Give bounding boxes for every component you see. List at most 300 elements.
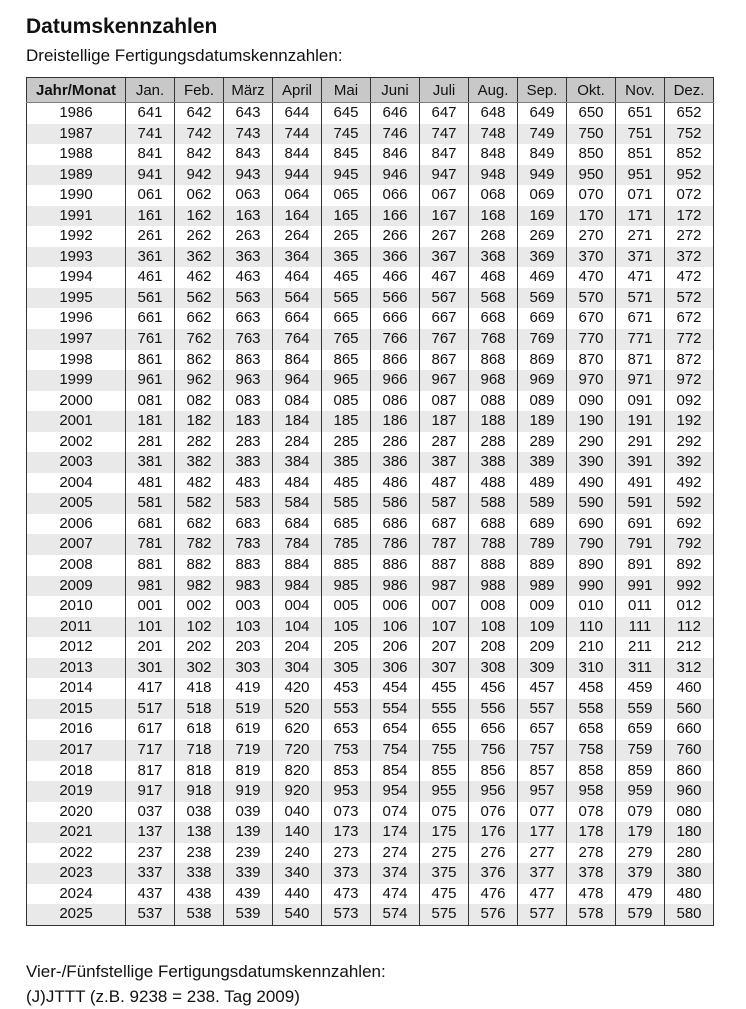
code-cell: 972 [665,370,714,391]
code-cell: 265 [322,226,371,247]
year-cell: 2023 [27,863,126,884]
table-row [27,370,714,391]
code-cell: 338 [175,863,224,884]
code-cell: 984 [273,576,322,597]
code-cell: 846 [371,144,420,165]
code-cell: 072 [665,185,714,206]
code-cell: 590 [567,493,616,514]
code-cell: 337 [126,863,175,884]
code-cell: 211 [616,637,665,658]
code-cell: 742 [175,124,224,145]
code-cell: 163 [224,206,273,227]
code-cell: 104 [273,617,322,638]
code-cell: 770 [567,329,616,350]
code-cell: 488 [469,473,518,494]
code-cell: 850 [567,144,616,165]
code-cell: 661 [126,308,175,329]
code-cell: 290 [567,432,616,453]
code-cell: 367 [420,247,469,268]
code-cell: 162 [175,206,224,227]
year-cell: 1998 [27,350,126,371]
code-cell: 886 [371,555,420,576]
code-cell: 454 [371,678,420,699]
code-cell: 858 [567,761,616,782]
code-cell: 654 [371,719,420,740]
code-cell: 842 [175,144,224,165]
code-cell: 564 [273,288,322,309]
code-cell: 040 [273,802,322,823]
code-cell: 167 [420,206,469,227]
code-cell: 962 [175,370,224,391]
code-cell: 301 [126,658,175,679]
code-cell: 078 [567,802,616,823]
code-cell: 557 [518,699,567,720]
code-cell: 478 [567,884,616,905]
code-cell: 576 [469,904,518,925]
code-cell: 008 [469,596,518,617]
table-body [27,103,714,926]
year-cell: 2022 [27,843,126,864]
code-cell: 455 [420,678,469,699]
code-cell: 108 [469,617,518,638]
table-row [27,678,714,699]
code-cell: 945 [322,165,371,186]
code-cell: 791 [616,534,665,555]
code-cell: 190 [567,411,616,432]
code-cell: 458 [567,678,616,699]
code-cell: 479 [616,884,665,905]
code-cell: 872 [665,350,714,371]
code-cell: 741 [126,124,175,145]
code-cell: 579 [616,904,665,925]
code-cell: 655 [420,719,469,740]
code-cell: 683 [224,514,273,535]
table-row [27,514,714,535]
code-cell: 887 [420,555,469,576]
table-row [27,226,714,247]
code-cell: 762 [175,329,224,350]
code-cell: 539 [224,904,273,925]
year-cell: 1988 [27,144,126,165]
code-cell: 269 [518,226,567,247]
code-cell: 982 [175,576,224,597]
code-cell: 785 [322,534,371,555]
code-cell: 765 [322,329,371,350]
code-cell: 178 [567,822,616,843]
code-cell: 868 [469,350,518,371]
code-cell: 192 [665,411,714,432]
code-cell: 787 [420,534,469,555]
code-cell: 068 [469,185,518,206]
code-cell: 087 [420,391,469,412]
code-cell: 566 [371,288,420,309]
code-cell: 890 [567,555,616,576]
table-row [27,822,714,843]
code-cell: 270 [567,226,616,247]
code-cell: 578 [567,904,616,925]
code-cell: 103 [224,617,273,638]
table-row [27,617,714,638]
code-cell: 620 [273,719,322,740]
code-cell: 949 [518,165,567,186]
table-row [27,350,714,371]
code-cell: 201 [126,637,175,658]
code-cell: 820 [273,761,322,782]
code-cell: 920 [273,781,322,802]
code-cell: 646 [371,103,420,124]
code-cell: 079 [616,802,665,823]
year-cell: 2011 [27,617,126,638]
code-cell: 959 [616,781,665,802]
code-cell: 672 [665,308,714,329]
code-cell: 953 [322,781,371,802]
code-cell: 005 [322,596,371,617]
code-cell: 988 [469,576,518,597]
code-cell: 563 [224,288,273,309]
code-cell: 263 [224,226,273,247]
code-cell: 746 [371,124,420,145]
code-cell: 207 [420,637,469,658]
code-cell: 009 [518,596,567,617]
code-cell: 950 [567,165,616,186]
code-cell: 789 [518,534,567,555]
code-cell: 392 [665,452,714,473]
code-cell: 857 [518,761,567,782]
code-cell: 003 [224,596,273,617]
code-cell: 772 [665,329,714,350]
code-cell: 567 [420,288,469,309]
code-cell: 366 [371,247,420,268]
code-cell: 642 [175,103,224,124]
code-cell: 261 [126,226,175,247]
col-header-month: Aug. [469,78,518,103]
code-cell: 490 [567,473,616,494]
code-cell: 556 [469,699,518,720]
footer-format-line: (J)JTTT (z.B. 9238 = 238. Tag 2009) [26,986,300,1006]
code-cell: 039 [224,802,273,823]
code-cell: 491 [616,473,665,494]
code-cell: 477 [518,884,567,905]
code-cell: 105 [322,617,371,638]
code-cell: 111 [616,617,665,638]
code-cell: 771 [616,329,665,350]
code-cell: 956 [469,781,518,802]
code-cell: 287 [420,432,469,453]
code-cell: 177 [518,822,567,843]
code-cell: 489 [518,473,567,494]
year-cell: 2018 [27,761,126,782]
code-cell: 081 [126,391,175,412]
code-cell: 761 [126,329,175,350]
code-cell: 667 [420,308,469,329]
code-cell: 581 [126,493,175,514]
code-cell: 080 [665,802,714,823]
code-cell: 650 [567,103,616,124]
table-row [27,596,714,617]
year-cell: 1993 [27,247,126,268]
year-cell: 2012 [27,637,126,658]
code-cell: 670 [567,308,616,329]
table-row [27,719,714,740]
code-cell: 138 [175,822,224,843]
year-cell: 2001 [27,411,126,432]
code-cell: 004 [273,596,322,617]
code-cell: 717 [126,740,175,761]
code-cell: 867 [420,350,469,371]
table-row [27,432,714,453]
code-cell: 202 [175,637,224,658]
code-cell: 012 [665,596,714,617]
year-cell: 2025 [27,904,126,925]
code-cell: 861 [126,350,175,371]
code-cell: 379 [616,863,665,884]
code-cell: 137 [126,822,175,843]
code-cell: 756 [469,740,518,761]
code-cell: 744 [273,124,322,145]
code-cell: 888 [469,555,518,576]
code-cell: 690 [567,514,616,535]
code-cell: 657 [518,719,567,740]
footer-heading: Vier-/Fünfstellige Fertigungsdatumskennzahlen: [26,961,386,981]
code-cell: 666 [371,308,420,329]
code-cell: 161 [126,206,175,227]
code-cell: 585 [322,493,371,514]
table-row [27,144,714,165]
col-header-month: Mai [322,78,371,103]
year-cell: 2024 [27,884,126,905]
code-cell: 272 [665,226,714,247]
code-cell: 863 [224,350,273,371]
code-cell: 841 [126,144,175,165]
code-cell: 474 [371,884,420,905]
code-cell: 420 [273,678,322,699]
code-cell: 591 [616,493,665,514]
code-cell: 647 [420,103,469,124]
table-row [27,247,714,268]
code-cell: 289 [518,432,567,453]
code-cell: 481 [126,473,175,494]
code-cell: 986 [371,576,420,597]
code-cell: 943 [224,165,273,186]
code-cell: 958 [567,781,616,802]
code-cell: 573 [322,904,371,925]
col-header-month: April [273,78,322,103]
code-cell: 881 [126,555,175,576]
year-cell: 2017 [27,740,126,761]
table-row [27,267,714,288]
code-cell: 483 [224,473,273,494]
col-header-month: Nov. [616,78,665,103]
code-cell: 558 [567,699,616,720]
code-cell: 069 [518,185,567,206]
code-cell: 267 [420,226,469,247]
code-cell: 869 [518,350,567,371]
date-code-table [26,77,714,926]
year-cell: 2004 [27,473,126,494]
col-header-month: Juli [420,78,469,103]
code-cell: 066 [371,185,420,206]
code-cell: 753 [322,740,371,761]
code-cell: 865 [322,350,371,371]
code-cell: 285 [322,432,371,453]
code-cell: 074 [371,802,420,823]
code-cell: 268 [469,226,518,247]
code-cell: 588 [469,493,518,514]
code-cell: 540 [273,904,322,925]
code-cell: 310 [567,658,616,679]
code-cell: 985 [322,576,371,597]
code-cell: 954 [371,781,420,802]
code-cell: 784 [273,534,322,555]
year-cell: 1994 [27,267,126,288]
code-cell: 176 [469,822,518,843]
code-cell: 652 [665,103,714,124]
code-cell: 689 [518,514,567,535]
code-cell: 239 [224,843,273,864]
code-cell: 164 [273,206,322,227]
code-cell: 374 [371,863,420,884]
code-cell: 967 [420,370,469,391]
code-cell: 089 [518,391,567,412]
code-cell: 090 [567,391,616,412]
table-row [27,904,714,925]
code-cell: 172 [665,206,714,227]
code-cell: 892 [665,555,714,576]
code-cell: 884 [273,555,322,576]
code-cell: 237 [126,843,175,864]
code-cell: 518 [175,699,224,720]
code-cell: 473 [322,884,371,905]
code-cell: 570 [567,288,616,309]
code-cell: 183 [224,411,273,432]
code-cell: 377 [518,863,567,884]
code-cell: 071 [616,185,665,206]
code-cell: 569 [518,288,567,309]
code-cell: 311 [616,658,665,679]
code-cell: 101 [126,617,175,638]
table-row [27,843,714,864]
code-cell: 519 [224,699,273,720]
code-cell: 769 [518,329,567,350]
code-cell: 365 [322,247,371,268]
code-cell: 208 [469,637,518,658]
code-cell: 206 [371,637,420,658]
code-cell: 649 [518,103,567,124]
year-cell: 1992 [27,226,126,247]
code-cell: 002 [175,596,224,617]
year-cell: 2003 [27,452,126,473]
code-cell: 459 [616,678,665,699]
code-cell: 692 [665,514,714,535]
code-cell: 685 [322,514,371,535]
code-cell: 645 [322,103,371,124]
code-cell: 870 [567,350,616,371]
code-cell: 658 [567,719,616,740]
code-cell: 751 [616,124,665,145]
table-row [27,534,714,555]
code-cell: 007 [420,596,469,617]
code-cell: 466 [371,267,420,288]
code-cell: 375 [420,863,469,884]
code-cell: 306 [371,658,420,679]
code-cell: 175 [420,822,469,843]
col-header-month: Jan. [126,78,175,103]
code-cell: 718 [175,740,224,761]
code-cell: 165 [322,206,371,227]
code-cell: 204 [273,637,322,658]
year-cell: 2009 [27,576,126,597]
code-cell: 681 [126,514,175,535]
code-cell: 185 [322,411,371,432]
code-cell: 383 [224,452,273,473]
code-cell: 439 [224,884,273,905]
year-cell: 2019 [27,781,126,802]
code-cell: 453 [322,678,371,699]
code-cell: 384 [273,452,322,473]
code-cell: 038 [175,802,224,823]
code-cell: 843 [224,144,273,165]
code-cell: 947 [420,165,469,186]
code-cell: 948 [469,165,518,186]
code-cell: 460 [665,678,714,699]
table-row [27,185,714,206]
code-cell: 283 [224,432,273,453]
year-cell: 1999 [27,370,126,391]
code-cell: 618 [175,719,224,740]
code-cell: 168 [469,206,518,227]
code-cell: 465 [322,267,371,288]
code-cell: 376 [469,863,518,884]
table-row [27,761,714,782]
table-row [27,165,714,186]
code-cell: 981 [126,576,175,597]
code-cell: 852 [665,144,714,165]
code-cell: 783 [224,534,273,555]
code-cell: 181 [126,411,175,432]
code-cell: 062 [175,185,224,206]
code-cell: 302 [175,658,224,679]
year-cell: 2016 [27,719,126,740]
col-header-month: Sep. [518,78,567,103]
year-cell: 1991 [27,206,126,227]
code-cell: 792 [665,534,714,555]
code-cell: 853 [322,761,371,782]
code-cell: 745 [322,124,371,145]
code-cell: 385 [322,452,371,473]
code-cell: 942 [175,165,224,186]
code-cell: 091 [616,391,665,412]
year-cell: 2008 [27,555,126,576]
code-cell: 063 [224,185,273,206]
code-cell: 748 [469,124,518,145]
code-cell: 166 [371,206,420,227]
code-cell: 553 [322,699,371,720]
code-cell: 583 [224,493,273,514]
code-cell: 288 [469,432,518,453]
col-header-month: Okt. [567,78,616,103]
code-cell: 844 [273,144,322,165]
code-cell: 851 [616,144,665,165]
code-cell: 281 [126,432,175,453]
code-cell: 574 [371,904,420,925]
code-cell: 960 [665,781,714,802]
code-cell: 786 [371,534,420,555]
code-cell: 957 [518,781,567,802]
code-cell: 456 [469,678,518,699]
code-cell: 011 [616,596,665,617]
code-cell: 210 [567,637,616,658]
table-row [27,637,714,658]
